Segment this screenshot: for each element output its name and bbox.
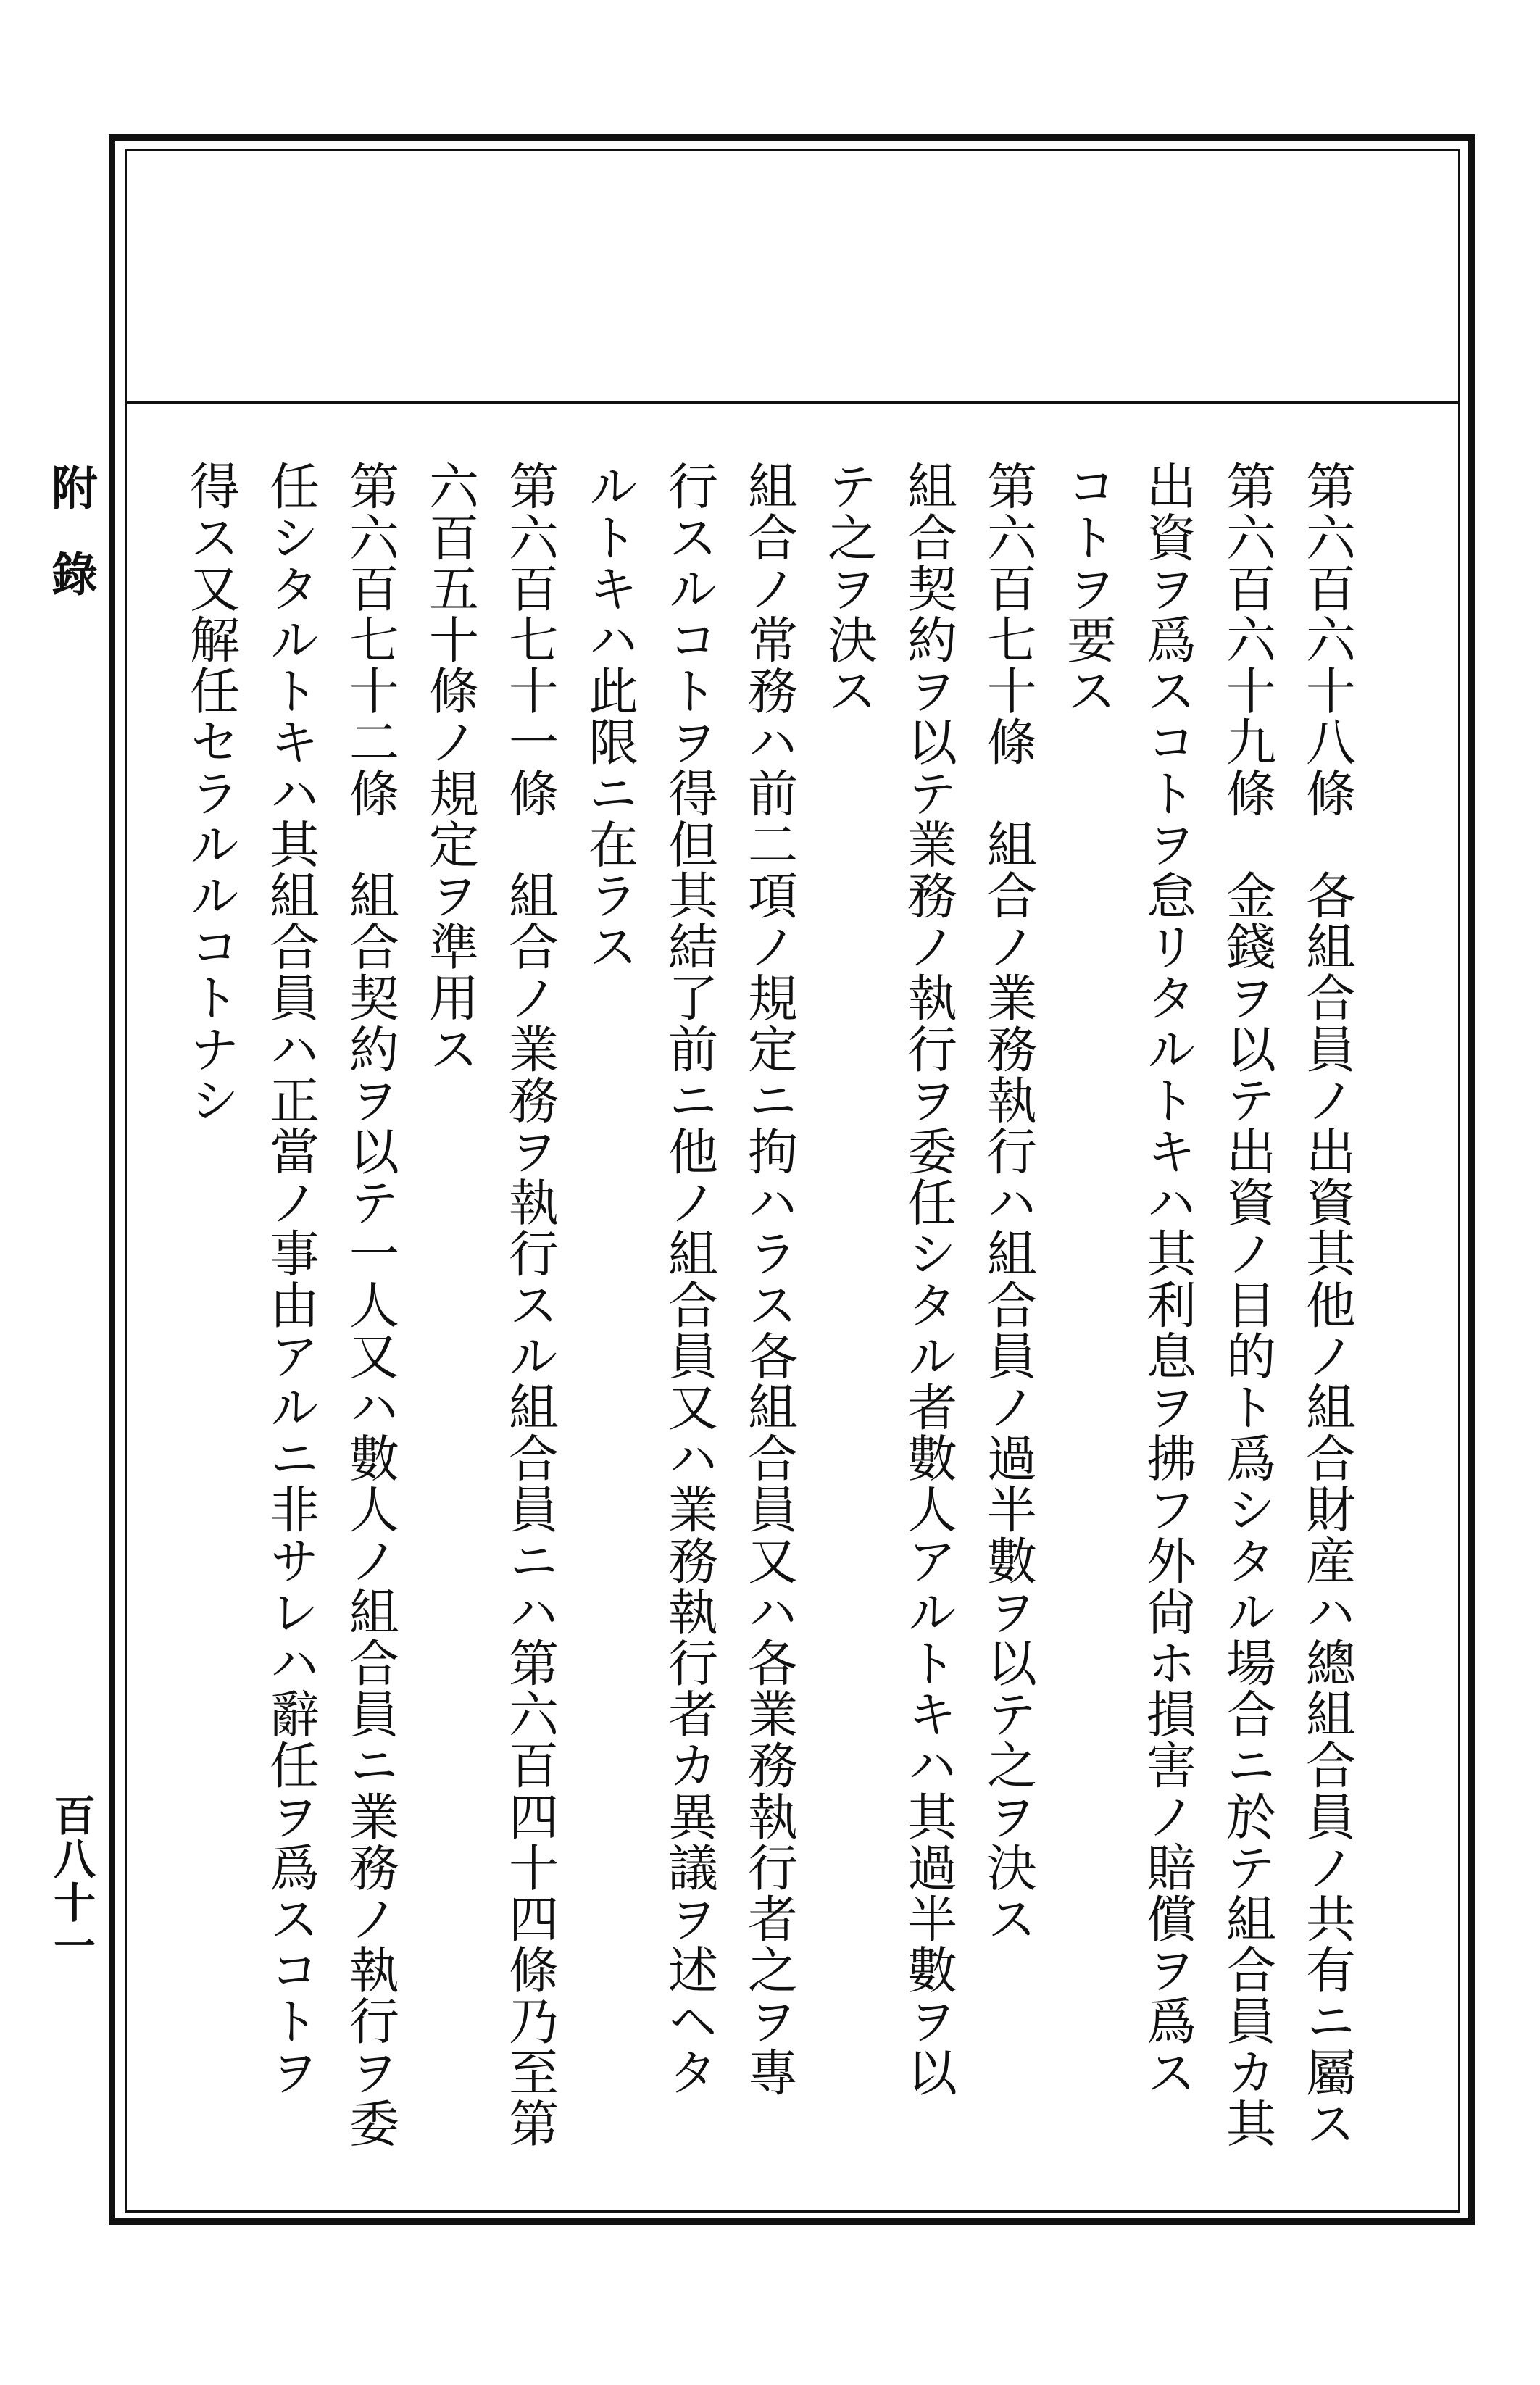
header-rule	[125, 401, 1460, 404]
text-column: 組合ノ常務ハ前二項ノ規定ニ拘ハラス各組合員又ハ各業務執行者之ヲ專	[739, 460, 797, 2098]
text-column: 第六百七十二條 組合契約ヲ以テ一人又ハ數人ノ組合員ニ業務ノ執行ヲ委	[341, 460, 399, 2149]
text-column: 行スルコトヲ得但其結了前ニ他ノ組合員又ハ業務執行者カ異議ヲ述ヘタ	[659, 460, 717, 2098]
text-column: 第六百七十條 組合ノ業務執行ハ組合員ノ過半數ヲ以テ之ヲ決ス	[978, 460, 1036, 1944]
text-column: ルトキハ此限ニ在ラス	[580, 460, 638, 972]
text-column: 得ス又解任セラルルコトナシ	[181, 460, 239, 1125]
text-column: 第六百六十八條 各組合員ノ出資其他ノ組合財産ハ總組合員ノ共有ニ屬ス	[1297, 460, 1355, 2149]
section-label: 附錄	[43, 464, 98, 636]
text-column: 六百五十條ノ規定ヲ準用ス	[420, 460, 478, 1075]
text-column: 組合契約ヲ以テ業務ノ執行ヲ委任シタル者數人アルトキハ其過半數ヲ以	[899, 460, 957, 2098]
text-column: 第六百六十九條 金錢ヲ以テ出資ノ目的ト爲シタル場合ニ於テ組合員カ其	[1218, 460, 1275, 2149]
text-column: テ之ヲ決ス	[819, 460, 877, 716]
text-column: コトヲ要ス	[1058, 460, 1116, 716]
page-number: 百八十一	[46, 1794, 96, 1968]
text-column: 出資ヲ爲スコトヲ怠リタルトキハ其利息ヲ拂フ外尙ホ損害ノ賠償ヲ爲ス	[1138, 460, 1196, 2098]
text-column: 第六百七十一條 組合ノ業務ヲ執行スル組合員ニハ第六百四十四條乃至第	[500, 460, 558, 2149]
text-column: 任シタルトキハ其組合員ハ正當ノ事由アルニ非サレハ辭任ヲ爲スコトヲ	[261, 460, 319, 2098]
